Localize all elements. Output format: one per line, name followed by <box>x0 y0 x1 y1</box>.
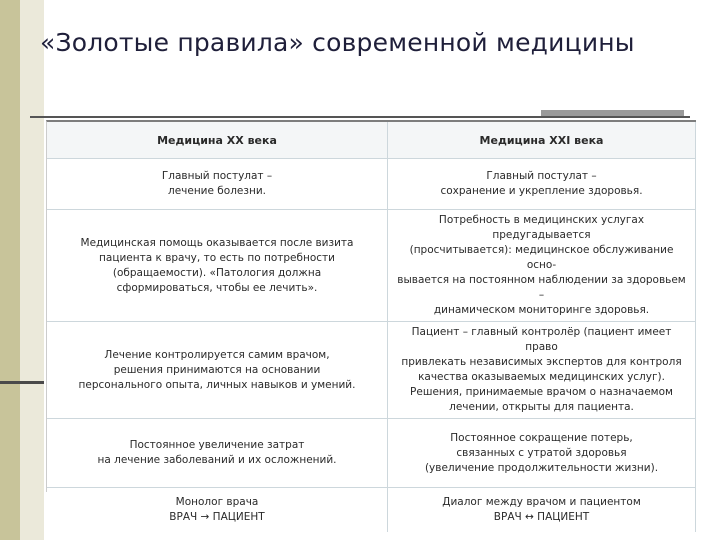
table-cell: Потребность в медицинских услугах предугадывается (просчитывается): медицинское обслуживание осно- вывается на постоянном наблюдении за здоровьем – динамическом мониторинге здоровья. <box>388 210 696 322</box>
header-21st-century: Медицина XXI века <box>388 122 696 159</box>
title-divider-accent <box>541 110 684 116</box>
table-cell: Постоянное увеличение затрат на лечение заболеваний и их осложнений. <box>47 419 388 488</box>
comparison-table <box>47 122 696 532</box>
table-row <box>47 322 696 419</box>
table-cell: Монолог врача ВРАЧ → ПАЦИЕНТ <box>47 488 388 533</box>
table-cell: Медицинская помощь оказывается после визита пациента к врачу, то есть по потребности (обращаемости). «Патология должна сформироваться, чтобы ее лечить». <box>47 210 388 322</box>
slide-title: «Золотые правила» современной медицины <box>40 28 635 57</box>
table-cell: Постоянное сокращение потерь, связанных с утратой здоровья (увеличение продолжительности жизни). <box>388 419 696 488</box>
comparison-table-container <box>46 120 696 523</box>
table-row <box>47 159 696 210</box>
table-cell: Главный постулат – лечение болезни. <box>47 159 388 210</box>
table-row <box>47 419 696 488</box>
decorative-side-bar <box>0 0 20 540</box>
table-cell: Диалог между врачом и пациентом ВРАЧ ↔ ПАЦИЕНТ <box>388 488 696 533</box>
table-row <box>47 210 696 322</box>
table-cell: Лечение контролируется самим врачом, решения принимаются на основании персонального опыта, личных навыков и умений. <box>47 322 388 419</box>
title-divider <box>30 116 690 118</box>
table-cell: Главный постулат – сохранение и укрепление здоровья. <box>388 159 696 210</box>
table-row <box>47 488 696 533</box>
table-cell: Пациент – главный контролёр (пациент имеет право привлекать независимых экспертов для контроля качества оказываемых медицинских услуг). Решения, принимаемые врачом о назначаемом лечении, открыты для пациента. <box>388 322 696 419</box>
header-20th-century: Медицина XX века <box>47 122 388 159</box>
decorative-accent-line <box>0 381 44 384</box>
decorative-side-bar-inner <box>20 0 44 540</box>
table-header-row <box>47 122 696 159</box>
